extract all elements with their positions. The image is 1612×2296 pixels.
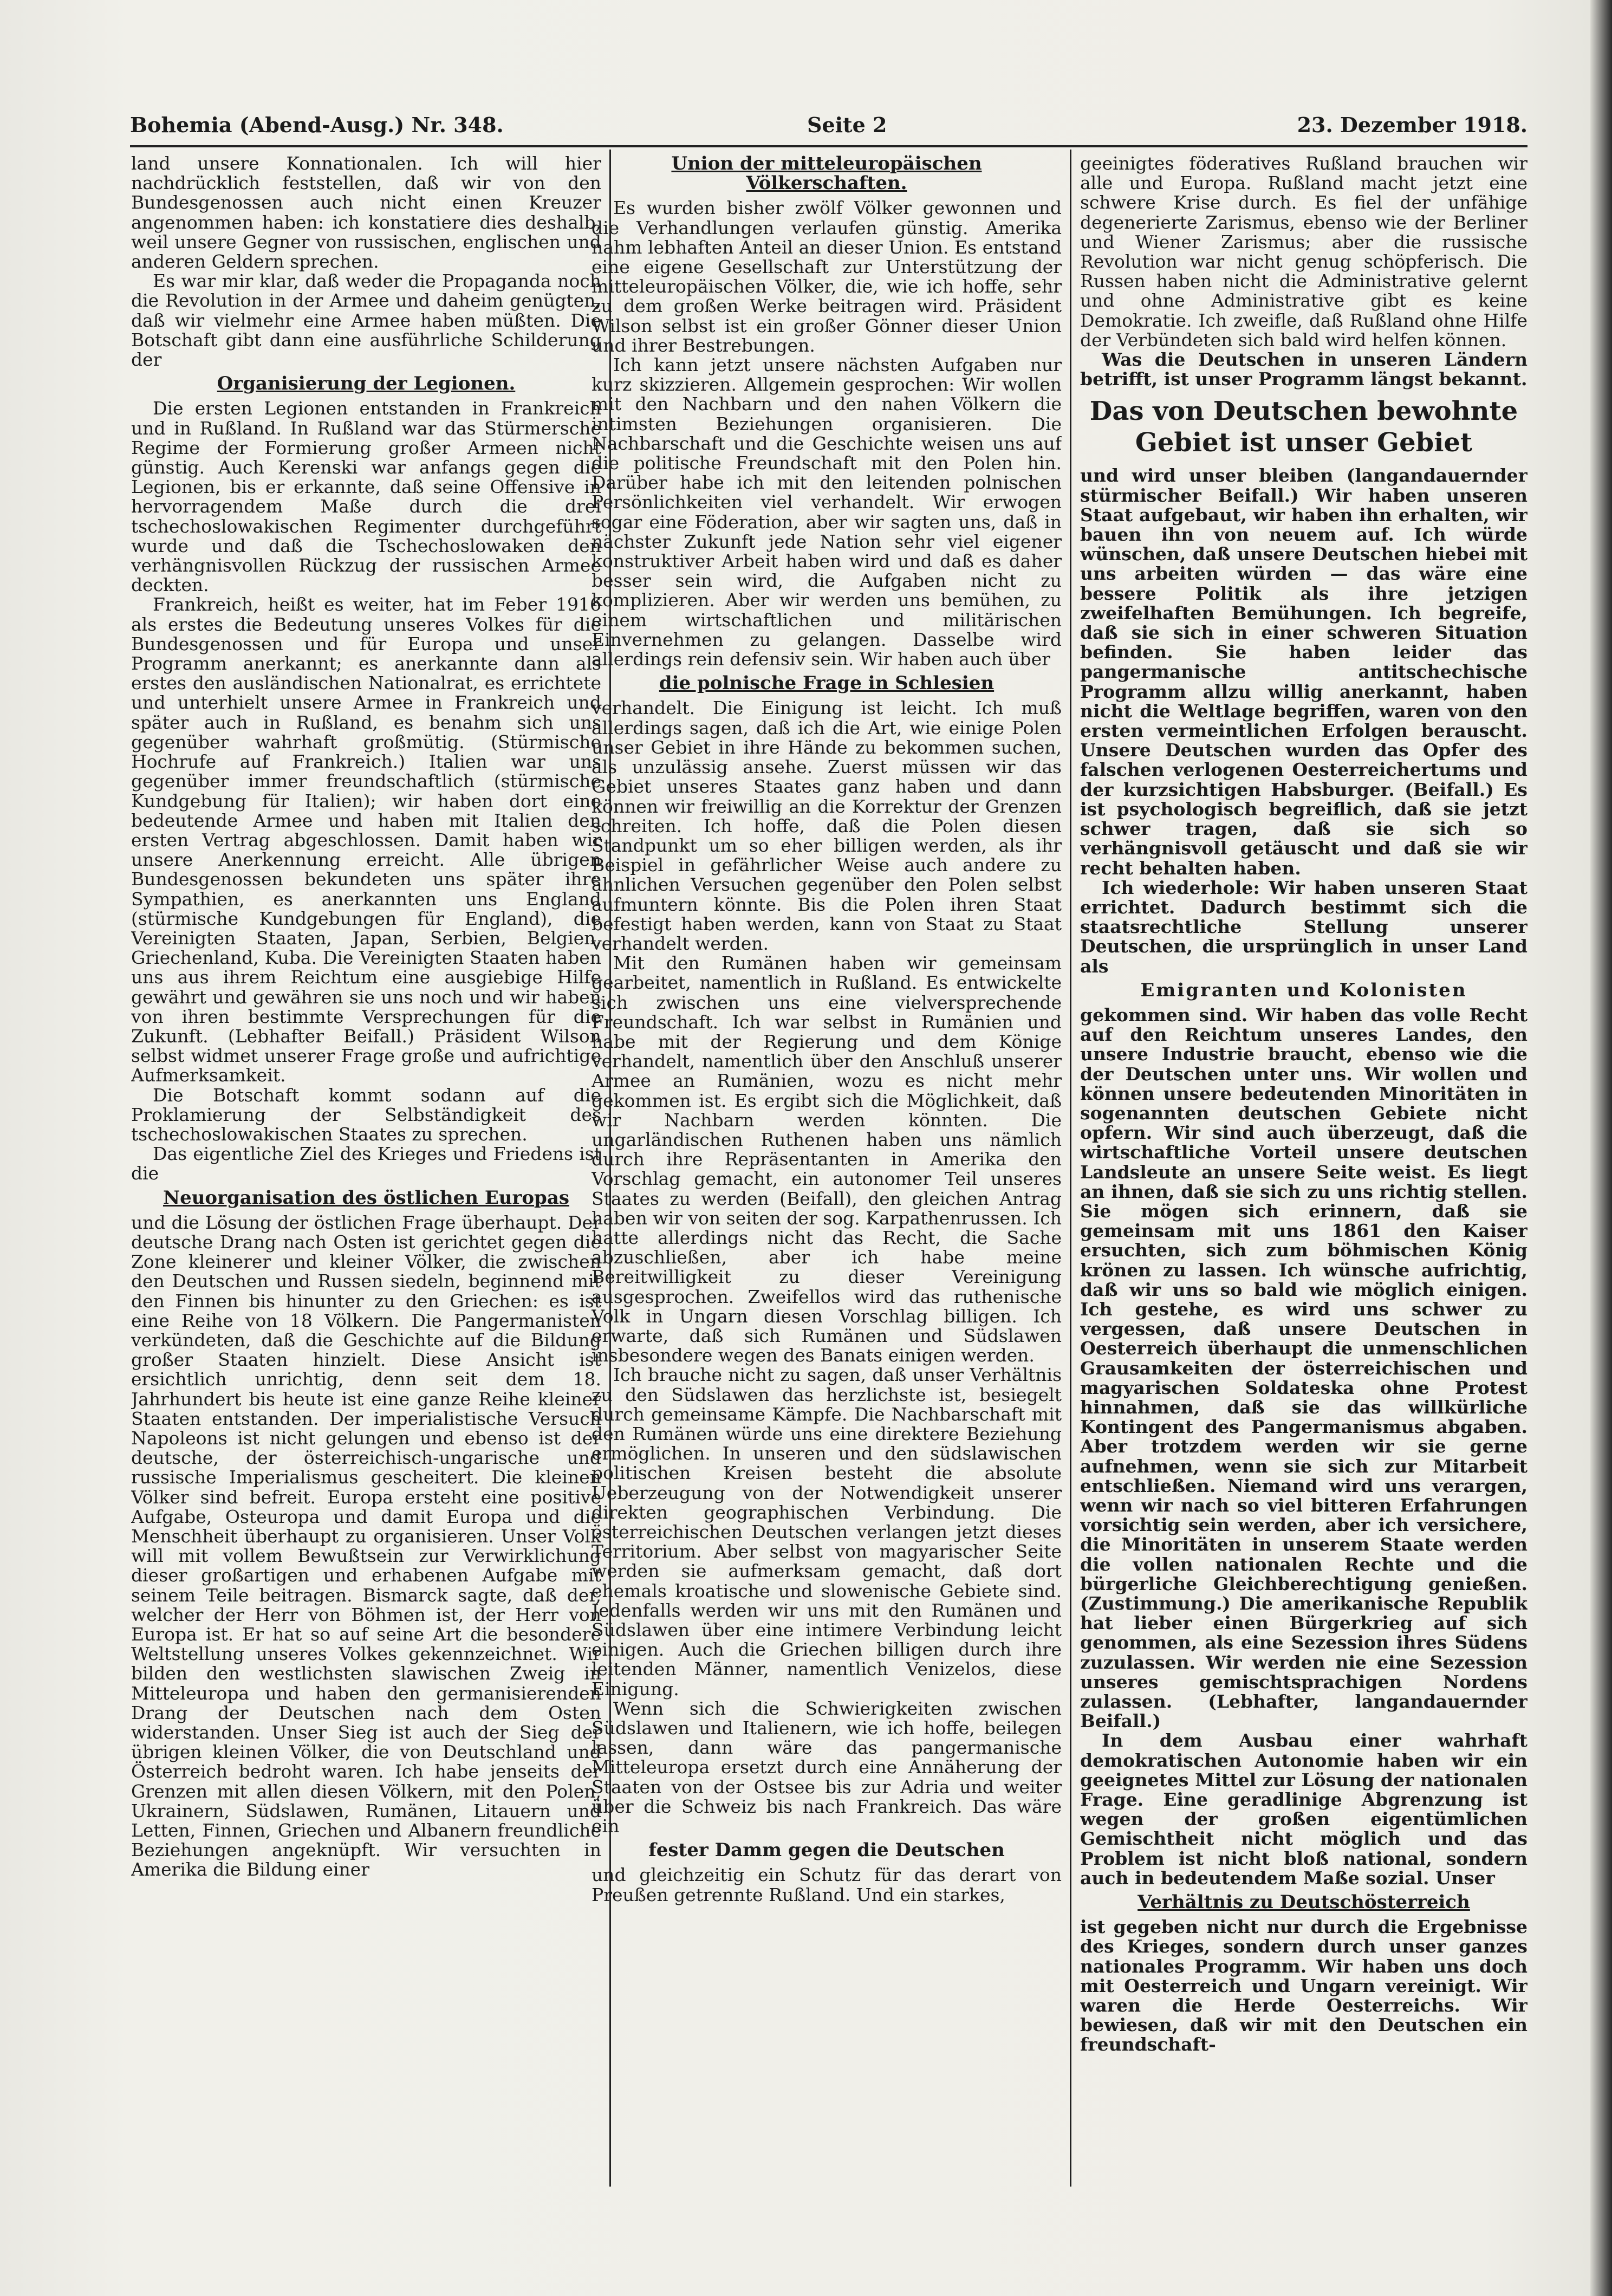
section-heading: Verhältnis zu Deutschösterreich xyxy=(1138,1891,1470,1914)
header-publication: Bohemia (Abend-Ausg.) Nr. 348. xyxy=(130,113,504,137)
header-page-number: Seite 2 xyxy=(807,113,887,137)
paragraph: und wird unser bleiben (langandauernder stürmischer Beifall.) Wir haben unseren Staat aufgebaut, wir haben ihn erhalten, wir bauen ihn von neuem auf. Ich würde wünschen, daß unsere Deutschen hiebei mit uns arbeiten würden — das wäre eine bessere Politik als ihre jetzigen zweifelhaften Bemühungen. Ich begreife, daß sie sich in einer schweren Situation befinden. Sie haben leider das pangermanische antitschechische Programm allzu willig anerkannt, haben nicht die Weltlage begriffen, waren von den ersten vermeintlichen Erfolgen berauscht. Unsere Deutschen wurden das Opfer des falschen verlogenen Oesterreichertums und der kurzsichtigen Habsburger. (Beifall.) Es ist psychologisch begreiflich, daß sie jetzt schwer tragen, daß sie sich so verhängnisvoll getäuscht und daß sie wir recht behalten haben. xyxy=(1080,465,1528,879)
paragraph: Ich wiederhole: Wir haben unseren Staat errichtet. Dadurch bestimmt sich die staatsrechtliche Stellung unserer Deutschen, die ursprünglich in unser Land als xyxy=(1080,877,1528,977)
paragraph: Wenn sich die Schwierigkeiten zwischen Südslawen und Italienern, wie ich hoffe, beilegen lassen, dann wäre das pangermanische Mitteleuropa ersetzt durch eine Annäherung der Staaten von der Ostsee bis zur Adria und weiter über die Schweiz bis nach Frankreich. Das wäre ein xyxy=(592,1697,1062,1837)
section-heading: Emigranten und Kolonisten xyxy=(1140,979,1467,1001)
section-heading: fester Damm gegen die Deutschen xyxy=(648,1839,1005,1862)
section-heading: Union der mitteleuropäischen Völkerschaften. xyxy=(671,154,982,194)
paragraph: Die Botschaft kommt sodann auf die Proklamierung der Selbständigkeit des tschechoslowakischen Staates zu sprechen. xyxy=(131,1084,601,1145)
column-3 xyxy=(1080,154,1528,2180)
paragraph: Es war mir klar, daß weder die Propaganda noch die Revolution in der Armee und daheim genügten, daß wir vielmehr eine Armee haben müßten. Die Botschaft gibt dann eine ausführliche Schilderung der xyxy=(131,270,601,371)
paragraph: Ich kann jetzt unsere nächsten Aufgaben nur kurz skizzieren. Allgemein gesprochen: Wir wollen mit den Nachbarn und den nahen Völkern die intimsten Beziehungen organisieren. Die Nachbarschaft und die Geschichte weisen uns auf die politische Freundschaft mit den Polen hin. Darüber habe ich mit den leitenden polnischen Persönlichkeiten viel verhandelt. Wir erwogen sogar eine Föderation, aber wir sagten uns, daß in nächster Zukunft jede Nation sehr viel eigener konstruktiver Arbeit haben wird und daß es daher besser sein wird, die Aufgaben nicht zu komplizieren. Aber wir werden uns bemühen, zu einem wirtschaftlichen und militärischen Einvernehmen zu gelangen. Dasselbe wird allerdings rein defensiv sein. Wir haben auch über xyxy=(592,354,1062,670)
paragraph: Das eigentliche Ziel des Krieges und Friedens ist die xyxy=(131,1143,601,1184)
section-heading: Organisierung der Legionen. xyxy=(217,373,516,395)
header-rule xyxy=(130,145,1528,147)
column-1 xyxy=(131,154,601,2180)
paragraph: ist gegeben nicht nur durch die Ergebnisse des Krieges, sondern durch unser ganzes nationales Programm. Wir haben uns doch mit Oesterreich und Ungarn vereinigt. Wir waren die Herde Oesterreichs. Wir bewiesen, daß wir mit den Deutschen ein freundschaft- xyxy=(1080,1916,1528,2055)
paragraph: gekommen sind. Wir haben das volle Recht auf den Reichtum unseres Landes, den unsere Industrie braucht, ebenso wie die der Deutschen unter uns. Wir wollen und können unsere bedeutenden Minoritäten in sogenannten deutschen Gebiete nicht opfern. Wir sind auch überzeugt, daß die wirtschaftliche Vorteil unsere deutschen Landsleute an unsere Seite weist. Es liegt an ihnen, daß sie sich zu uns richtig stellen. Sie mögen sich erinnern, daß sie gemeinsam mit uns 1861 den Kaiser ersuchten, sich zum böhmischen König krönen zu lassen. Ich wünsche aufrichtig, daß wir uns so bald wie möglich einigen. Ich gestehe, es wird uns schwer zu vergessen, daß unsere Deutschen in Oesterreich überhaupt die unmenschlichen Grausamkeiten der österreichischen und magyarischen Soldateska ohne Protest hinnahmen, daß sie das willkürliche Kontingent des Pangermanismus abgaben. Aber trotzdem werden wir sie gerne aufnehmen, wenn sie sich zur Mitarbeit entschließen. Niemand wird uns verargen, wenn wir nach so viel bitteren Erfahrungen vorsichtig sein werden, aber ich versichere, die Minoritäten in unserem Staate werden die vollen nationalen Rechte und die bürgerliche Gleichberechtigung genießen. (Zustimmung.) Die amerikanische Republik hat lieber einen Bürgerkrieg auf sich genommen, als eine Sezession ihres Südens zuzulassen. Wir werden nie eine Sezession unseres gemischtsprachigen Nordens zulassen. (Lebhafter, langandauernder Beifall.) xyxy=(1080,1004,1528,1732)
paragraph: Ich brauche nicht zu sagen, daß unser Verhältnis zu den Südslawen das herzlichste ist, besiegelt durch gemeinsame Kämpfe. Die Nachbarschaft mit den Rumänen würde uns eine direktere Beziehung ermöglichen. In unseren und den südslawischen politischen Kreisen besteht die absolute Ueberzeugung von der Notwendigkeit unserer direkten geographischen Verbindung. Die österreichischen Deutschen verlangen jetzt dieses Territorium. Aber selbst von magyarischer Seite werden sie aufmerksam gemacht, daß dort ehemals kroatische und slowenische Gebiete sind. Jedenfalls werden wir uns mit den Rumänen und Südslawen über eine intimere Verbindung leicht einigen. Auch die Griechen billigen durch ihre leitenden Männer, namentlich Venizelos, diese Einigung. xyxy=(592,1364,1062,1700)
header-date: 23. Dezember 1918. xyxy=(1297,113,1528,137)
paragraph: und gleichzeitig ein Schutz für das derart von Preußen getrennte Rußland. Und ein starkes, xyxy=(592,1864,1062,1905)
paragraph: verhandelt. Die Einigung ist leicht. Ich muß allerdings sagen, daß ich die Art, wie einige Polen unser Gebiet in ihre Hände zu bekommen suchen, als unzulässig ansehe. Zuerst müssen wir das Gebiet unseres Staates ganz haben und dann können wir freiwillig an die Korrektur der Grenzen schreiten. Ich hoffe, daß die Polen diesen Standpunkt um so eher billigen werden, als ihr Beispiel in gefährlicher Weise auch andere zu ähnlichen Versuchen gegenüber den Polen selbst aufmuntern könnte. Bis die Polen ihren Staat befestigt haben werden, kann von Staat zu Staat verhandelt werden. xyxy=(592,697,1062,954)
paragraph: Was die Deutschen in unseren Ländern betrifft, ist unser Programm längst bekannt. xyxy=(1080,349,1528,390)
section-heading: die polnische Frage in Schlesien xyxy=(659,672,994,695)
main-headline: Das von Deutschen bewohnte Gebiet ist unser Gebiet xyxy=(1089,396,1518,458)
paragraph: Frankreich, heißt es weiter, hat im Feber 1916 als erstes die Bedeutung unseres Volkes für die Bundesgenossen und für Europa und unser Programm anerkannt; es anerkannte dann als erstes den ausländischen Nationalrat, es errichtete und unterhielt unsere Armee in Frankreich und später auch in Rußland, es benahm sich uns gegenüber wahrhaft großmütig. (Stürmische Hochrufe auf Frankreich.) Italien war uns gegenüber immer freundschaftlich (stürmische Kundgebung für Italien); wir haben dort eine bedeutende Armee und haben mit Italien den ersten Vertrag abgeschlossen. Damit haben wir unsere Anerkennung erreicht. Alle übrigen Bundesgenossen bekundeten uns später ihre Sympathien, es anerkannten uns England (stürmische Kundgebungen für England), die Vereinigten Staaten, Japan, Serbien, Belgien, Griechenland, Kuba. Die Vereinigten Staaten haben uns aus ihrem Reichtum eine ausgiebige Hilfe gewährt und gewähren sie uns noch und wir haben von ihren bestimmte Versprechungen für die Zukunft. (Lebhafter Beifall.) Präsident Wilson selbst widmet unserer Frage große und aufrichtige Aufmerksamkeit. xyxy=(131,594,601,1086)
column-divider-2 xyxy=(1070,150,1071,2187)
column-2 xyxy=(592,154,1062,2180)
page-header xyxy=(130,113,1528,145)
section-heading: Neuorganisation des östlichen Europas xyxy=(162,1186,569,1209)
paragraph: und die Lösung der östlichen Frage überhaupt. Der deutsche Drang nach Osten ist gerichtet gegen die Zone kleinerer und kleiner Völker, die zwischen den Deutschen und Russen siedeln, beginnend mit den Finnen bis hinunter zu den Griechen: es ist eine Reihe von 18 Völkern. Die Pangermanisten verkündeten, daß die Geschichte auf die Bildung großer Staaten hinzielt. Diese Ansicht ist ersichtlich unrichtig, denn seit dem 18. Jahrhundert bis heute ist eine ganze Reihe kleiner Staaten entstanden. Der imperialistische Versuch Napoleons ist nicht gelungen und ebenso ist der deutsche, der österreichisch-ungarische und russische Imperialismus gescheitert. Die kleinen Völker sind befreit. Europa ersteht eine positive Aufgabe, Osteuropa und damit Europa und die Menschheit überhaupt zu organisieren. Unser Volk will mit vollem Bewußtsein zur Verwirklichung dieser großartigen und erhabenen Aufgabe mit seinem Teile beitragen. Bismarck sagte, daß der, welcher der Herr von Böhmen ist, der Herr von Europa ist. Er hat so auf seine Art die besondere Weltstellung unseres Volkes gekennzeichnet. Wir bilden den westlichsten slawischen Zweig in Mitteleuropa und haben den germanisierenden Drang der Deutschen nach dem Osten widerstanden. Unser Sieg ist auch der Sieg der übrigen kleinen Völker, die von Deutschland und Österreich bedroht waren. Ich habe jenseits der Grenzen mit allen diesen Völkern, mit den Polen, Ukrainern, Südslawen, Rumänen, Litauern und Letten, Finnen, Griechen und Albanern freundliche Beziehungen angeknüpft. Wir versuchten in Amerika die Bildung einer xyxy=(131,1211,601,1880)
paragraph: geeinigtes föderatives Rußland brauchen wir alle und Europa. Rußland macht jetzt eine schwere Krise durch. Es fiel der unfähige degenerierte Zarismus, ebenso wie der Berliner und Wiener Zarismus; aber die russische Revolution war nicht genug schöpferisch. Die Russen haben nicht die Administrative gelernt und ohne Administrative gibt es keine Demokratie. Ich zweifle, daß Rußland ohne Hilfe der Verbündeten sich bald wird helfen können. xyxy=(1080,154,1528,351)
paragraph: Mit den Rumänen haben wir gemeinsam gearbeitet, namentlich in Rußland. Es entwickelte sich zwischen uns eine vielversprechende Freundschaft. Ich war selbst in Rumänien und habe mit der Regierung und dem Könige verhandelt, namentlich über den Anschluß unserer Armee an Rumänien, wozu es nicht mehr gekommen ist. Es ergibt sich die Möglichkeit, daß wir Nachbarn werden könnten. Die ungarländischen Ruthenen haben uns nämlich durch ihre Repräsentanten in Amerika den Vorschlag gemacht, ein autonomer Teil unseres Staates zu werden (Beifall), den gleichen Antrag haben wir von seiten der sog. Karpathenrussen. Ich hatte allerdings nicht das Recht, die Sache abzuschließen, aber ich habe meine Bereitwilligkeit zu dieser Vereinigung ausgesprochen. Zweifellos wird das ruthenische Volk in Ungarn diesen Vorschlag billigen. Ich erwarte, daß sich Rumänen und Südslawen insbesondere wegen des Banats einigen werden. xyxy=(592,952,1062,1366)
paragraph: In dem Ausbau einer wahrhaft demokratischen Autonomie haben wir ein geeignetes Mittel zur Lösung der nationalen Frage. Eine geradlinige Abgrenzung ist wegen der großen eigentümlichen Gemischtheit nicht möglich und das Problem ist nicht bloß national, sondern auch in bedeutendem Maße sozial. Unser xyxy=(1080,1730,1528,1889)
paragraph: land unsere Konnationalen. Ich will hier nachdrücklich feststellen, daß wir von den Bundesgenossen auch nicht einen Kreuzer angenommen haben: ich konstatiere dies deshalb, weil unsere Gegner von russischen, englischen und anderen Geldern sprechen. xyxy=(131,154,601,273)
page-binding-edge xyxy=(1590,0,1612,2296)
paragraph: Es wurden bisher zwölf Völker gewonnen und die Verhandlungen verlaufen günstig. Amerika nahm lebhaften Anteil an dieser Union. Es entstand eine eigene Gesellschaft zur Unterstützung der mitteleuropäischen Völker, die, wie ich hoffe, sehr zu dem großen Werke beitragen wird. Präsident Wilson selbst ist ein großer Gönner dieser Union und ihrer Bestrebungen. xyxy=(592,197,1062,356)
paragraph: Die ersten Legionen entstanden in Frankreich und in Rußland. In Rußland war das Stürmersche Regime der Formierung großer Armeen nicht günstig. Auch Kerenski war anfangs gegen die Legionen, bis er erkannte, daß seine Offensive in hervorragendem Maße durch die drei tschechoslowakischen Regimenter durchgeführt wurde und daß die Tschechoslowaken den verhängnisvollen Rückzug der russischen Armee deckten. xyxy=(131,398,601,596)
